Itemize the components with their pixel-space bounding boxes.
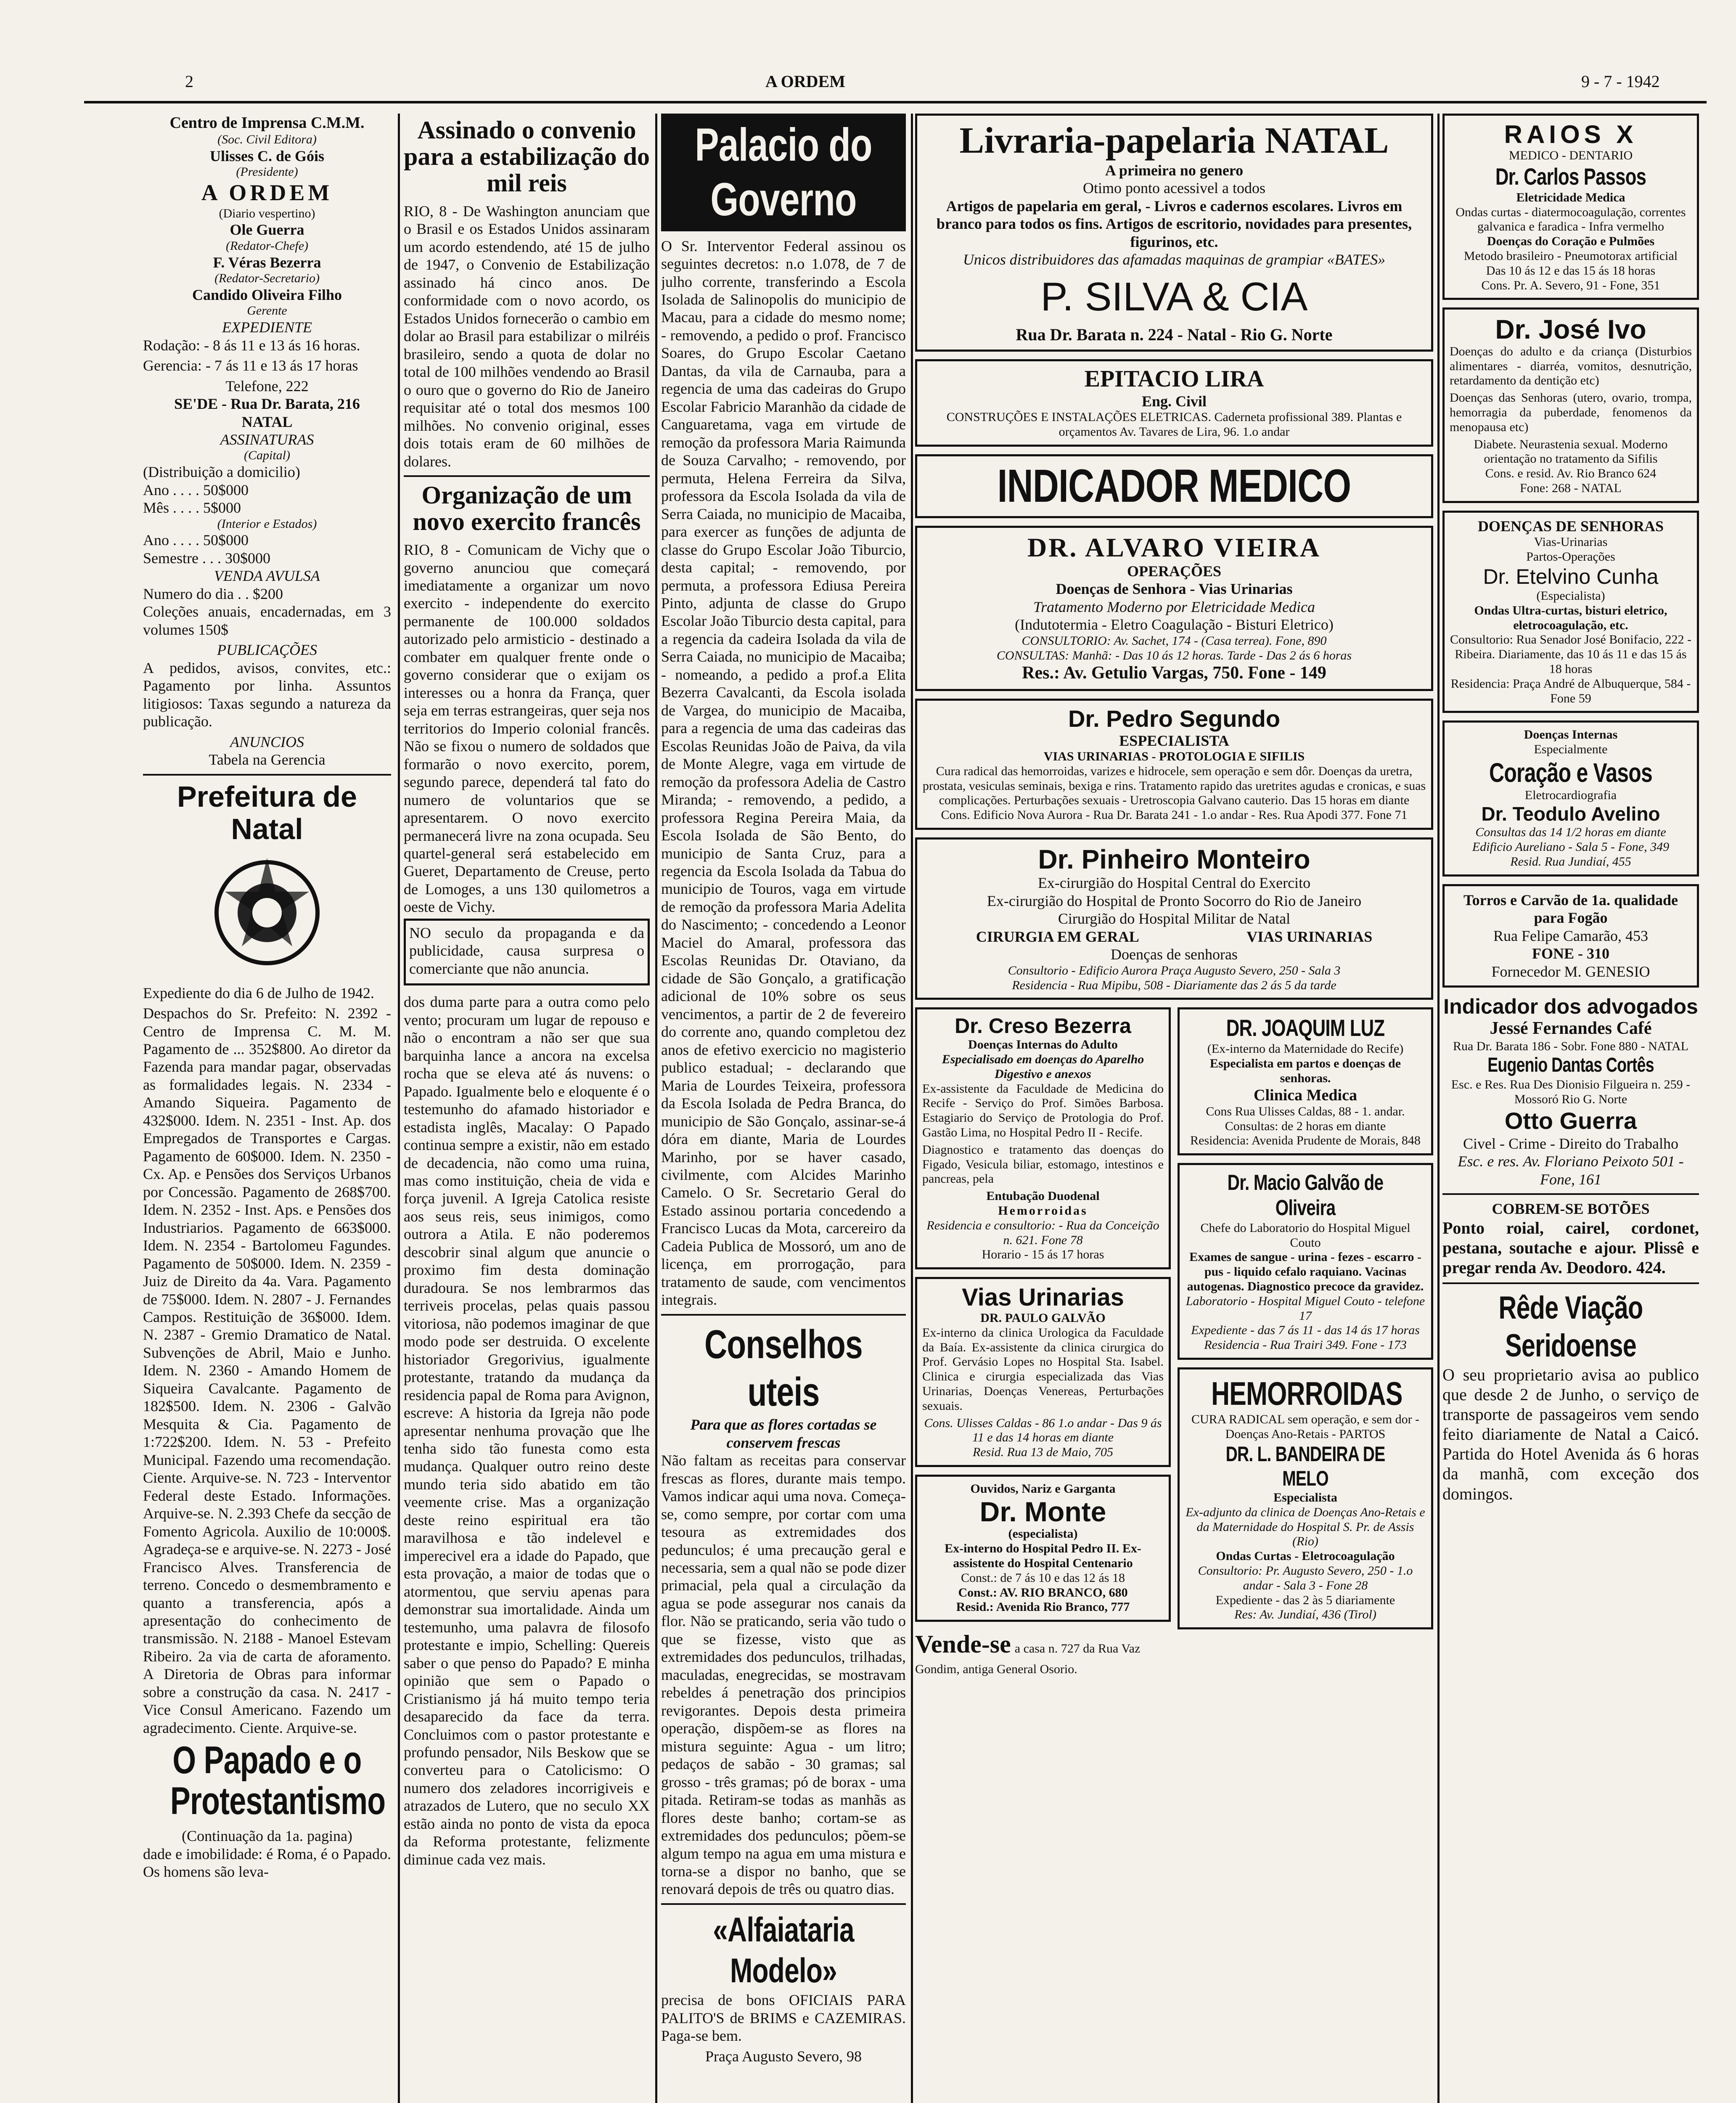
pinheiro-line: CIRURGIA EM GERAL: [976, 928, 1139, 945]
joaquim-line: Clinica Medica: [1254, 1086, 1357, 1104]
secretary-name: F. Véras Bezerra: [213, 254, 321, 271]
company-name: Centro de Imprensa C.M.M.: [169, 114, 365, 132]
column-3: [661, 114, 906, 2103]
advogado-name: Jessé Fernandes Café: [1490, 1019, 1652, 1038]
column-rule: [398, 114, 400, 2103]
price-collections: Coleções anuais, encadernadas, em 3 volumes 150$: [143, 603, 391, 638]
joaquim-line: Especialista em partos e doenças de senhoras.: [1209, 1057, 1401, 1085]
passos-line: Metodo brasileiro - Pneumotorax artificial: [1463, 249, 1678, 263]
vias-title: Vias Urinarias: [962, 1284, 1124, 1311]
livraria-line: Unicos distribuidores das afamadas maquinas de grampiar «BATES»: [963, 251, 1386, 268]
papado-title: O Papado e o Protestantismo: [170, 1739, 386, 1822]
vias-ad: [915, 1277, 1171, 1467]
ivo-name: Dr. José Ivo: [1495, 314, 1646, 345]
ads-heading: ANUNCIOS: [230, 733, 304, 750]
page-date: 9 - 7 - 1942: [1581, 72, 1660, 91]
creso-line: Doenças Internas do Adulto: [968, 1038, 1118, 1052]
passos-line: Cons. Pr. A. Severo, 91 - Fone, 351: [1481, 278, 1660, 292]
creso-line: Ex-assistente da Faculdade de Medicina do Recife - Serviço do Prof. Simões Barbosa. Estagiario do Serviço de Protologia do Prof. Gastão Lima, no Hospital Pedro II - Recife.: [922, 1081, 1164, 1140]
hemorroidas-line: Consultorio: Pr. Augusto Severo, 250 - 1.o andar - Sala 3 - Fone 28: [1198, 1563, 1413, 1592]
phone: Telefone, 222: [225, 377, 309, 395]
prefeitura-text: Despachos do Sr. Prefeito: N. 2392 - Centro de Imprensa C. M. M. Pagamento de ... 352$800. Ao diretor da Fazenda para mandar pagar, observadas as formalidades legais. N. 2334 - Amando Siqueira. Pagamento de 432$000. Idem. N. 2351 - Inst. Ap. dos Empregados de Transportes e Cargas. Pagamento de 60$000. Idem. N. 2350 - Cx. Ap. e Pensões dos Serviços Urbanos por Concessão. Pagamento de 268$700. Idem. N. 2352 - Inst. Aps. e Pensões dos Industriarios. Pagamento de 663$000. Idem. N. 2354 - Bartolomeu Fagundes. Pagamento de 50$000. Idem. N. 2359 - Juiz de Direito da 4a. Vara. Pagamento de 75$000. Idem. N. 2807 - J. Fernandes Campos. Restituição de 36$000. Idem. N. 2387 - Gremio Dramatico de Natal. Subvenções de Abril, Maio e Junho. Idem. N. 2360 - Amando Homem de Siqueira Cavalcante. Pagamento de 182$500. Idem. N. 2306 - Galvão Mesquita & Cia. Pagamento de 1:722$200. Idem. N. 53 - Prefeito Municipal. Fazendo uma recomendação. Ciente. Arquive-se. N. 723 - Interventor Federal deste Estado. Informações. Arquive-se. N. 2.393 Chefe da secção de Fomento Agricola. Auxilio de 10:000$. Agradeça-se e arquive-se. N. 2273 - José Francisco Alves. Transferencia de terreno. Concedo o desmembramento e quanto a transferencia, após a apresentação do conhecimento de transmissão. N. 2188 - Manoel Estevam Ribeiro. 2a via de carta de aforamento. A Diretoria de Obras para informar sobre a construção da casa. N. 2417 - Vice Consul Americano. Fazendo um agradecimento. Ciente. Arquive-se.: [143, 1005, 391, 1736]
macio-line: Chefe do Laboratorio do Hospital Miguel Couto: [1200, 1221, 1410, 1250]
column-5: [1442, 114, 1699, 2103]
alvaro-line: Tratamento Moderno por Eletricidade Medica: [1033, 598, 1315, 615]
governo-text: O Sr. Interventor Federal assinou os seguintes decretos: n.o 1.078, de 7 de julho corrente, transferindo a Escola Isolada de Salinopolis do municipio de Macau, para a cidade do mesmo nome; - removendo, a pedido o prof. Francisco Soares, do Grupo Escolar Caetano Dantas, da vila de Carnauba, para a regencia de uma das cadeiras do Grupo Escolar Fabricio Maranhão da cidade de Canguaretama, vaga em virtude de remoção da professora Maria Raimunda de Souza Carvalho; - removendo, por permuta, Helena Ferreira da Silva, professora da Escola Isolada da vila de Serra Caiada, no municipio de Macaiba, para exercer as funções de adjunta de classe do Grupo Escolar João Tiburcio, desta capital; - removendo, por permuta, a professora Ediusa Pereira Pinto, adjunta de classe do Grupo Escolar João Tiburcio desta capital, para a regencia da cadeira Isolada da vila de Serra Caiada, no municipio de Macaiba; - nomeando, a pedido a prof.a Elita Bezerra Cavalcanti, da Escola isolada de Vargea, do municipio de Macaiba, para a regencia de uma das cadeiras das Escolas Reunidas João de Paiva, da vila de Monte Alegre, vaga em virtude de remoção da professora Adelia de Castro Miranda; - removendo, a pedido, a professora Regina Pereira Maia, da Escola Isolada de São Bento, do municipio de Santa Cruz, para a regencia da Escola Isolada da Tabua do municipio de Touros, vaga em virtude de remoção da professora Maria Adelita do Nascimento; - concedendo a Leonor Maciel do Amaral, professora das Escolas Reunidas Dr. Otaviano, da cidade de São Gonçalo, a gratificação adicional de 10% sobre os seus vencimentos, a partir de 2 de fevereiro do corrente ano, quando completou dez anos de efetivo exercicio no magisterio publico estadual; - declarando que Maria de Lourdes Teixeira, professora da Escola Isolada de Pedra Branca, do municipio de São Gonçalo, assinar-se-á dóra em diante, Maria de Lourdes Marinho, por se haver casado, civilmente, com Alcides Marinho Camelo. O Sr. Secretario Geral do Estado assinou portaria concedendo a Francisco Lucas da Mota, carcereiro da Cadeia Publica de Mossoró, um ano de licença, em prorrogação, para tratamento de saude, com vencimentos integrais.: [661, 237, 906, 1308]
pedro-line: Cons. Edificio Nova Aurora - Rua Dr. Barata 241 - 1.o andar - Res. Rua Apodi 377. Fone 71: [941, 808, 1408, 822]
cunha-line: Consultorio: Rua Senador José Bonifacio, 222 - Ribeira. Diariamente, das 10 ás 11 e das 15 ás 18 horas: [1450, 633, 1692, 676]
ivo-line: Diabete. Neurastenia sexual. Moderno orientação no tratamento da Sifilis: [1474, 437, 1668, 466]
macio-line: Expediente - das 7 ás 11 - das 14 ás 17 horas: [1191, 1323, 1420, 1338]
livraria-ad: [915, 114, 1433, 352]
advogado-name: Eugenio Dantas Cortês: [1487, 1054, 1654, 1077]
pinheiro-line: Doenças de senhoras: [1111, 946, 1238, 963]
alfaiataria-address: Praça Augusto Severo, 98: [705, 2047, 862, 2065]
hemorroidas-doctor: DR. L. BANDEIRA DE MELO: [1225, 1442, 1385, 1490]
editor-role: (Redator-Chefe): [226, 238, 308, 253]
cunha-line: Residencia: Praça André de Albuquerque, 584 - Fone 59: [1450, 676, 1691, 705]
joaquim-name: DR. JOAQUIM LUZ: [1226, 1014, 1385, 1041]
state-emblem-icon: [204, 850, 330, 976]
silva-name: P. SILVA & CIA: [1040, 274, 1308, 319]
divider: [661, 1903, 906, 1905]
column-1: [143, 114, 391, 2103]
joaquim-ad: [1178, 1007, 1433, 1155]
column-rule: [911, 114, 913, 2103]
papado-continuation: (Continuação da 1a. pagina): [182, 1828, 352, 1845]
column-rule: [1437, 114, 1440, 2103]
distribution: (Distribuição a domicilio): [143, 464, 300, 481]
vias-text: Ex-interno da clinica Urologica da Faculdade da Baía. Ex-assistente da clinica cirurgica do Prof. Gervásio Lopes no Hospital Sta. Isabel. Clinica e cirurgia especializada das Vias Urinarias, Doenças Venereas, Perturbações sexuais.: [922, 1325, 1164, 1413]
hemorroidas-line: Especialista: [1273, 1490, 1337, 1504]
subscriptions-heading: ASSINATURAS: [220, 431, 314, 448]
raios-subtitle: MEDICO - DENTARIO: [1508, 148, 1633, 162]
divider: [661, 1314, 906, 1316]
prefeitura-date: Expediente do dia 6 de Julho de 1942.: [143, 984, 374, 1001]
governo-banner: [661, 114, 906, 231]
avelino-name: Dr. Teodulo Avelino: [1481, 803, 1660, 825]
indicador-banner: [915, 454, 1433, 518]
pinheiro-line: Consultorio - Edificio Aurora Praça Augusto Severo, 250 - Sala 3: [1008, 963, 1341, 977]
editor-name: Ole Guerra: [230, 221, 304, 238]
monte-name: Dr. Monte: [979, 1496, 1106, 1527]
cunha-title: DOENÇAS DE SENHORAS: [1477, 517, 1664, 535]
single-sale-heading: VENDA AVULSA: [214, 567, 320, 585]
manager-role: Gerente: [247, 304, 287, 318]
macio-name: Dr. Macio Galvão de Oliveira: [1227, 1171, 1384, 1221]
pinheiro-line: VIAS URINARIAS: [1246, 928, 1373, 945]
alvaro-line: CONSULTAS: Manhã: - Das 10 ás 12 horas. Tarde - Das 2 ás 6 horas: [996, 648, 1352, 662]
interior-heading: (Interior e Estados): [217, 516, 317, 531]
column-rule: [655, 114, 657, 2103]
alvaro-line: OPERAÇÕES: [1127, 562, 1222, 580]
pedro-ad: [915, 699, 1433, 830]
ads-table-note: Tabela na Gerencia: [209, 751, 326, 768]
hemorroidas-line: Ex-adjunto da clinica de Doenças Ano-Retais e da Maternidade do Hospital S. Pr. de Assis (Rio): [1186, 1505, 1425, 1549]
joaquim-line: (Ex-interno da Maternidade do Recife): [1207, 1042, 1404, 1056]
ivo-line: Doenças das Senhoras (utero, ovario, trompa, hemorragia da puberdade, fenomenos da menopausa etc): [1450, 391, 1692, 434]
president-name: Ulisses C. de Góis: [209, 147, 325, 164]
hemorroidas-line: CURA RADICAL sem operação, e sem dor - Doenças Ano-Retais - PARTOS: [1191, 1412, 1420, 1441]
avelino-line: Coração e Vasos: [1489, 758, 1652, 788]
pedro-line: ESPECIALISTA: [1119, 732, 1229, 749]
avelino-line: Resid. Rua Jundiaí, 455: [1510, 854, 1631, 869]
ads-middle: [915, 114, 1433, 2103]
subscriptions-capital: (Capital): [244, 448, 290, 463]
creso-line: Especialisado em doenças do Aparelho Digestivo e anexos: [942, 1052, 1144, 1081]
imprint-box: [143, 114, 391, 769]
propaganda-text: NO seculo da propaganda e da publicidade, causa surpresa o comerciante que não anuncia.: [409, 924, 644, 977]
epitacio-title: Eng. Civil: [1141, 392, 1207, 410]
header-rule: [84, 101, 1707, 103]
silva-address: Rua Dr. Barata n. 224 - Natal - Rio G. Norte: [1016, 325, 1333, 344]
advogados-title: Indicador dos advogados: [1443, 995, 1698, 1019]
vende-ad: [915, 1629, 1171, 1677]
avelino-line: Doenças Internas: [1524, 728, 1618, 742]
pedro-line: Cura radical das hemorroidas, varizes e hidrocele, sem operação e sem dôr. Doenças da uretra, prostata, vesiculas seminais, bexiga e rins. Tratamento rapido das uretrites agudas e cronicas, e suas complicações. Perturbações sexuais - Uretroscopia Galvano cauterio. Das 15 horas em diante: [922, 764, 1426, 808]
alvaro-ad: [915, 526, 1433, 691]
manager-name: Candido Oliveira Filho: [192, 286, 342, 303]
advogado-line: Esc. e Res. Rua Des Dionisio Filgueira n. 259 - Mossoró Rio G. Norte: [1451, 1078, 1691, 1106]
alfaiataria-text: precisa de bons OFICIAIS PARA PALITO'S de BRIMS e CAZEMIRAS. Paga-se bem.: [661, 1992, 906, 2045]
president-role: (Presidente): [236, 165, 298, 179]
army-text: RIO, 8 - Comunicam de Vichy que o governo anunciou que começará imediatamente a organizar um novo exercito - independente do exercito permanente de 100.000 soldados autorizado pelo armisticio - destinado a combater em qualquer frente onde o governo considerar que o exijam os interesses ou a honra da França, quer seja em terras estrangeiras, quer seja nos territorios do Imperio colonial francês. Não se fixou o numero de soldados que formarão o novo exercito, porem, segundo parece, dependerá tal fato do numero de voluntarios que se apresentarem. O novo exercito permanecerá livre na zona ocupada. Seu quartel-general será estabelecido em Gueret, Departamento de Creuse, perto de Lomoges, a uns 130 quilometros a oeste de Vichy.: [404, 541, 650, 916]
botoes-title: COBREM-SE BOTÕES: [1492, 1200, 1650, 1218]
paper-name: A ORDEM: [201, 180, 333, 205]
vias-line: Cons. Ulisses Caldas - 86 1.o andar - Das 9 ás 11 e das 14 horas em diante: [924, 1416, 1162, 1445]
hemorroidas-ad: [1178, 1367, 1433, 1629]
advogado-name: Otto Guerra: [1504, 1107, 1637, 1134]
ivo-line: Fone: 268 - NATAL: [1520, 481, 1622, 495]
passos-line: Eletricidade Medica: [1516, 190, 1625, 204]
price-year-interior: Ano . . . . 50$000: [143, 532, 249, 549]
epitacio-name: EPITACIO LIRA: [1084, 366, 1264, 392]
alvaro-line: CONSULTORIO: Av. Sachet, 174 - (Casa terrea). Fone, 890: [1021, 633, 1327, 648]
paper-subtitle: (Diario vespertino): [219, 206, 315, 220]
creso-line: Horario - 15 ás 17 horas: [982, 1247, 1104, 1262]
papado-text-start: dade e imobilidade: é Roma, é o Papado. Os homens são leva-: [143, 1845, 391, 1881]
pinheiro-line: Ex-cirurgião do Hospital de Pronto Socorro do Rio de Janeiro: [987, 892, 1362, 909]
livraria-line: Otimo ponto acessivel a todos: [1083, 180, 1265, 197]
page-number: 2: [185, 72, 193, 91]
avelino-line: Edificio Aureliano - Sala 5 - Fone, 349: [1472, 840, 1670, 854]
cafe-line: FONE - 310: [1532, 945, 1609, 962]
monte-line: (especialista): [1008, 1527, 1078, 1541]
passos-ad: [1442, 114, 1699, 300]
alfaiataria-title: «Alfaiataria Modelo»: [713, 1910, 854, 1990]
ads-right: [1178, 1007, 1433, 1677]
viacao-title: Rêde Viação Seridoense: [1498, 1290, 1643, 1364]
monte-line: Resid.: Avenida Rio Branco, 777: [956, 1600, 1130, 1614]
cunha-line: Vias-Urinarias: [1534, 535, 1608, 549]
pinheiro-ad: [915, 837, 1433, 1000]
macio-line: Exames de sangue - urina - fezes - escarro - pus - liquido cefalo raquiano. Vacinas autogenas. Diagnostico precoce da gravidez.: [1187, 1250, 1424, 1293]
city: NATAL: [241, 413, 293, 430]
joaquim-line: Cons Rua Ulisses Caldas, 88 - 1. andar. Consultas: de 2 horas em diante: [1206, 1104, 1405, 1133]
price-single-issue: Numero do dia . . $200: [143, 585, 283, 602]
botoes-text: Ponto roial, cairel, cordonet, pestana, soutache e ajour. Plissê e pregar renda Av. Deodoro. 424.: [1442, 1218, 1699, 1277]
advogado-line: Civel - Crime - Direito do Trabalho: [1463, 1135, 1678, 1152]
army-title: Organização de um novo exercito francês: [413, 481, 641, 536]
masthead: A ORDEM: [765, 72, 845, 91]
propaganda-box: [404, 919, 650, 985]
vias-line: Resid. Rua 13 de Maio, 705: [972, 1445, 1114, 1459]
convenio-text: RIO, 8 - De Washington anunciam que o Brasil e os Estados Unidos assinaram um acordo estendendo, até 15 de julho de 1947, o Convenio de Estabilização assinado há cinco anos. De conformidade com o novo acordo, os Estados Unidos fornecerão o cambio em dolar ao Brasil para estabilizar o milréis brasileiro, sendo a quota de dolar no total de 100 milhões vendendo ao Brasil o ouro que o governo do Rio de Janeiro requisitar até o total dos mesmos 100 milhões. No convenio original, esses dois totais eram de 60 milhões de dolares.: [404, 203, 650, 470]
macio-ad: [1178, 1163, 1433, 1360]
creso-line: Hemorroidas: [998, 1204, 1088, 1218]
vende-title: Vende-se: [915, 1630, 1011, 1658]
divider: [143, 774, 391, 776]
papado-text: dos duma parte para a outra como pelo vento; procuram um lugar de repouso e não o encontram a não ser que sua barquinha lance a ancora na excelsa rocha que se eleva até ás nuvens: o Papado. Igualmente belo e eloquente é o testemunho do afamado historiador e estadista inglês, Macalay: O Papado continua sempre a existir, não em estado de decadencia, não como uma ruina, mas como instituição, cheia de vida e força juvenil. A Igreja Catolica resiste aos seus reis, seus inimigos, como outrora a Atila. E não poderemos descobrir sinal algum que anuncie o proximo fim desta dominação duradoura. Se nos lembrarmos das terriveis procelas, pelas quais passou vitoriosa, não podemos imaginar de que modo pode ser destruida. O excelente historiador Gregorivius, igualmente protestante, tratando da mudança da residencia papal de Roma para Avignon, escreve: A historia da Igreja não pode apresentar nenhuma provação que lhe tenha sido tão funesta como esta mudança. Qualquer outro reino deste mundo teria sido abatido em tão veemente crise. Mas a organização deste reino espiritual era tão maravilhosa e tão indelevel e imperecivel era a idade do Papado, que esta provação, a maior de todas que o atormentou, que serviu apenas para demonstrar sua imortalidade. Ainda um testemunho, uma palavra de filosofo protestante e impio, Schelling: Quereis saber o que penso do Papado? E minha opinião que sem o Papado o Cristianismo já há muito tempo teria desaparecido da face da terra. Concluimos com o pastor protestante e profundo pensador, Nils Beskow que se converteu para o Catolicismo: O numero dos zeladores incorrigiveis e atrazados de Lutero, que no seculo XX estão ainda no ponto de vista da epoca da Reforma protestante, felizmente diminue cada vez mais.: [404, 993, 650, 1868]
page-header: [0, 63, 1736, 105]
alvaro-line: (Indutotermia - Eletro Coagulação - Bisturi Eletrico): [1015, 616, 1334, 633]
ivo-ad: [1442, 307, 1699, 503]
epitacio-ad: [915, 359, 1433, 447]
publications-heading: PUBLICAÇÕES: [217, 641, 317, 659]
avelino-line: Consultas das 14 1/2 horas em diante: [1475, 825, 1666, 840]
office-hours: Rodação: - 8 ás 11 e 13 ás 16 horas.: [143, 336, 360, 354]
pinheiro-line: Cirurgião do Hospital Militar de Natal: [1058, 910, 1291, 927]
prefeitura-title: Prefeitura de Natal: [177, 780, 357, 845]
divider: [404, 475, 650, 477]
ads-two-columns: [915, 1007, 1433, 1677]
creso-line: Entubação Duodenal: [986, 1189, 1100, 1203]
cafe-line: Fornecedor M. GENESIO: [1491, 963, 1650, 980]
pinheiro-line: Residencia - Rua Mipibu, 508 - Diariamente das 2 ás 5 da tarde: [1012, 978, 1336, 992]
macio-line: Residencia - Rua Trairi 349. Fone - 173: [1204, 1338, 1407, 1352]
pedro-line: VIAS URINARIAS - PROTOLOGIA E SIFILIS: [1043, 749, 1305, 763]
price-month-capital: Mês . . . . 5$000: [143, 499, 241, 516]
passos-line: Das 10 ás 12 e das 15 ás 18 horas: [1486, 263, 1656, 278]
cafe-ad: [1442, 884, 1699, 988]
convenio-title: Assinado o convenio para a estabilização do mil reis: [404, 116, 650, 197]
alvaro-line: Doenças de Senhora - Vias Urinarias: [1056, 580, 1293, 598]
company-subtitle: (Soc. Civil Editora): [217, 132, 317, 146]
pinheiro-name: Dr. Pinheiro Monteiro: [1038, 844, 1310, 874]
conselhos-text: Não faltam as receitas para conservar frescas as flores, durante mais tempo. Vamos indicar aqui uma nova. Começa-se, como sempre, por cortar com uma tesoura as extremidades dos pedunculos; é uma precaução geral e necessaria, sem a qual não se pode dizer primacial, pela qual a circulação da agua se pode assegurar nos canais da flor. Não se praticando, seria vão tudo o que se fizesse, visto que as extremidades dos pedunculos, trilhadas, maculadas, enegrecidas, se mostravam rebeldes á penetração dos principios revigorantes. Depois desta primeira operação, dispõem-se as flores na mistura seguinte: Agua - um litro; pedaços de sabão - 30 gramas; sal grosso - três gramas; pó de borax - uma pitada. Retiram-se todas as manhãs as flores deste banho; cortam-se as extremidades dos pedunculos; põem-se algum tempo na agua em uma mistura e torna-se a dispor no banho, que se renovará depois de três ou quatro dias.: [661, 1452, 906, 1898]
cunha-line: Partos-Operações: [1526, 550, 1615, 564]
monte-line: Const.: de 7 ás 10 e das 12 ás 18: [961, 1571, 1125, 1585]
avelino-line: Especialmente: [1534, 742, 1608, 757]
divider: [1442, 1193, 1699, 1195]
cunha-line: Ondas Ultra-curtas, bisturi eletrico, eletrocoagulação, etc.: [1474, 603, 1667, 632]
passos-line: Doenças do Coração e Pulmões: [1487, 234, 1655, 249]
livraria-title: Livraria-papelaria NATAL: [959, 120, 1389, 161]
passos-line: Ondas curtas - diatermocoagulação, correntes galvanica e faradica - Infra vermelho: [1455, 205, 1686, 234]
livraria-line: Artigos de papelaria em geral, - Livros e cadernos escolares. Livros em branco para todos os fins. Artigos de escritorio, novidades para presentes, figurinos, etc.: [936, 197, 1412, 250]
ads-left: [915, 1007, 1171, 1677]
conselhos-subtitle: Para que as flores cortadas se conservem frescas: [690, 1416, 877, 1451]
management-hours: Gerencia: - 7 ás 11 e 13 ás 17 horas: [143, 357, 358, 374]
price-year-capital: Ano . . . . 50$000: [143, 481, 249, 498]
alvaro-name: DR. ALVARO VIEIRA: [1027, 532, 1321, 562]
cafe-line: Rua Felipe Camarão, 453: [1493, 927, 1648, 944]
creso-ad: [915, 1007, 1171, 1269]
avelino-line: Eletrocardiografia: [1524, 788, 1617, 803]
ivo-line: Doenças do adulto e da criança (Disturbios alimentares - diarréa, vomitos, desnutrição, retardamento da dentição etc): [1450, 344, 1692, 388]
conselhos-title: Conselhos uteis: [704, 1322, 863, 1414]
cunha-line: (Especialista): [1536, 589, 1605, 603]
hemorroidas-line: Ondas Curtas - Eletrocoagulação: [1216, 1549, 1395, 1563]
viacao-text: O seu proprietario avisa ao publico que desde 2 de Junho, o serviço de transporte de passageiros vem sendo feito diariamente de Natal a Caicó. Partida do Hotel Avenida ás 6 horas da manhã, com exceção dos domingos.: [1442, 1365, 1699, 1503]
avelino-ad: [1442, 720, 1699, 876]
monte-line: Ex-interno do Hospital Pedro II. Ex-assistente do Hospital Centenario: [945, 1541, 1141, 1570]
pinheiro-specialties: [922, 928, 1426, 946]
advogado-line: Rua Dr. Barata 186 - Sobr. Fone 880 - NATAL: [1453, 1039, 1689, 1053]
price-semester-interior: Semestre . . . 30$000: [143, 549, 270, 567]
vende-text: a casa n. 727 da Rua Vaz Gondim, antiga General Osorio.: [915, 1642, 1141, 1676]
column-2: [404, 114, 650, 2103]
advogado-line: Esc. e res. Av. Floriano Peixoto 501 - Fone, 161: [1458, 1153, 1684, 1188]
ivo-line: Cons. e resid. Av. Rio Branco 624: [1485, 466, 1657, 481]
alvaro-line: Res.: Av. Getulio Vargas, 750. Fone - 149: [1022, 663, 1326, 683]
livraria-line: A primeira no genero: [1105, 162, 1244, 179]
cunha-ad: [1442, 511, 1699, 713]
governo-title: Palacio do Governo: [695, 119, 872, 225]
creso-name: Dr. Creso Bezerra: [955, 1014, 1131, 1038]
epitacio-text: CONSTRUÇÕES E INSTALAÇÕES ELETRICAS. Caderneta profissional 389. Plantas e orçamentos Av. Tavares de Lira, 96. 1.o andar: [946, 410, 1402, 439]
joaquim-line: Residencia: Avenida Prudente de Morais, 848: [1190, 1134, 1421, 1148]
monte-ad: [915, 1475, 1171, 1622]
indicador-title: INDICADOR MEDICO: [997, 460, 1351, 512]
vias-name: DR. PAULO GALVÃO: [980, 1311, 1106, 1325]
creso-line: Residencia e consultorio: - Rua da Conceição n. 621. Fone 78: [926, 1218, 1159, 1247]
monte-line: Const.: AV. RIO BRANCO, 680: [958, 1585, 1128, 1600]
cafe-line: Torros e Carvão de 1a. qualidade para Fogão: [1463, 891, 1678, 927]
pinheiro-line: Ex-cirurgião do Hospital Central do Exercito: [1037, 874, 1311, 892]
pedro-name: Dr. Pedro Segundo: [1068, 705, 1281, 732]
address: SE'DE - Rua Dr. Barata, 216: [174, 395, 360, 413]
hemorroidas-title: HEMORROIDAS: [1211, 1375, 1403, 1412]
raios-title: RAIOS X: [1504, 120, 1638, 148]
passos-name: Dr. Carlos Passos: [1495, 163, 1646, 190]
publications-text: A pedidos, avisos, convites, etc.: Pagamento por linha. Assuntos litigiosos: Taxas segundo a natureza da publicação.: [143, 659, 391, 730]
macio-line: Laboratorio - Hospital Miguel Couto - telefone 17: [1186, 1294, 1425, 1323]
secretary-role: (Redator-Secretario): [214, 271, 320, 286]
monte-line: Ouvidos, Nariz e Garganta: [970, 1482, 1116, 1496]
creso-line: Diagnostico e tratamento das doenças do Figado, Vesicula biliar, estomago, intestinos e pancreas, pela: [922, 1142, 1164, 1186]
expediente-heading: EXPEDIENTE: [222, 319, 312, 336]
divider: [1442, 1282, 1699, 1284]
cunha-name: Dr. Etelvino Cunha: [1483, 565, 1659, 589]
hemorroidas-line: Res: Av. Jundiaí, 436 (Tirol): [1234, 1608, 1376, 1622]
hemorroidas-line: Expediente - das 2 às 5 diariamente: [1215, 1593, 1395, 1607]
